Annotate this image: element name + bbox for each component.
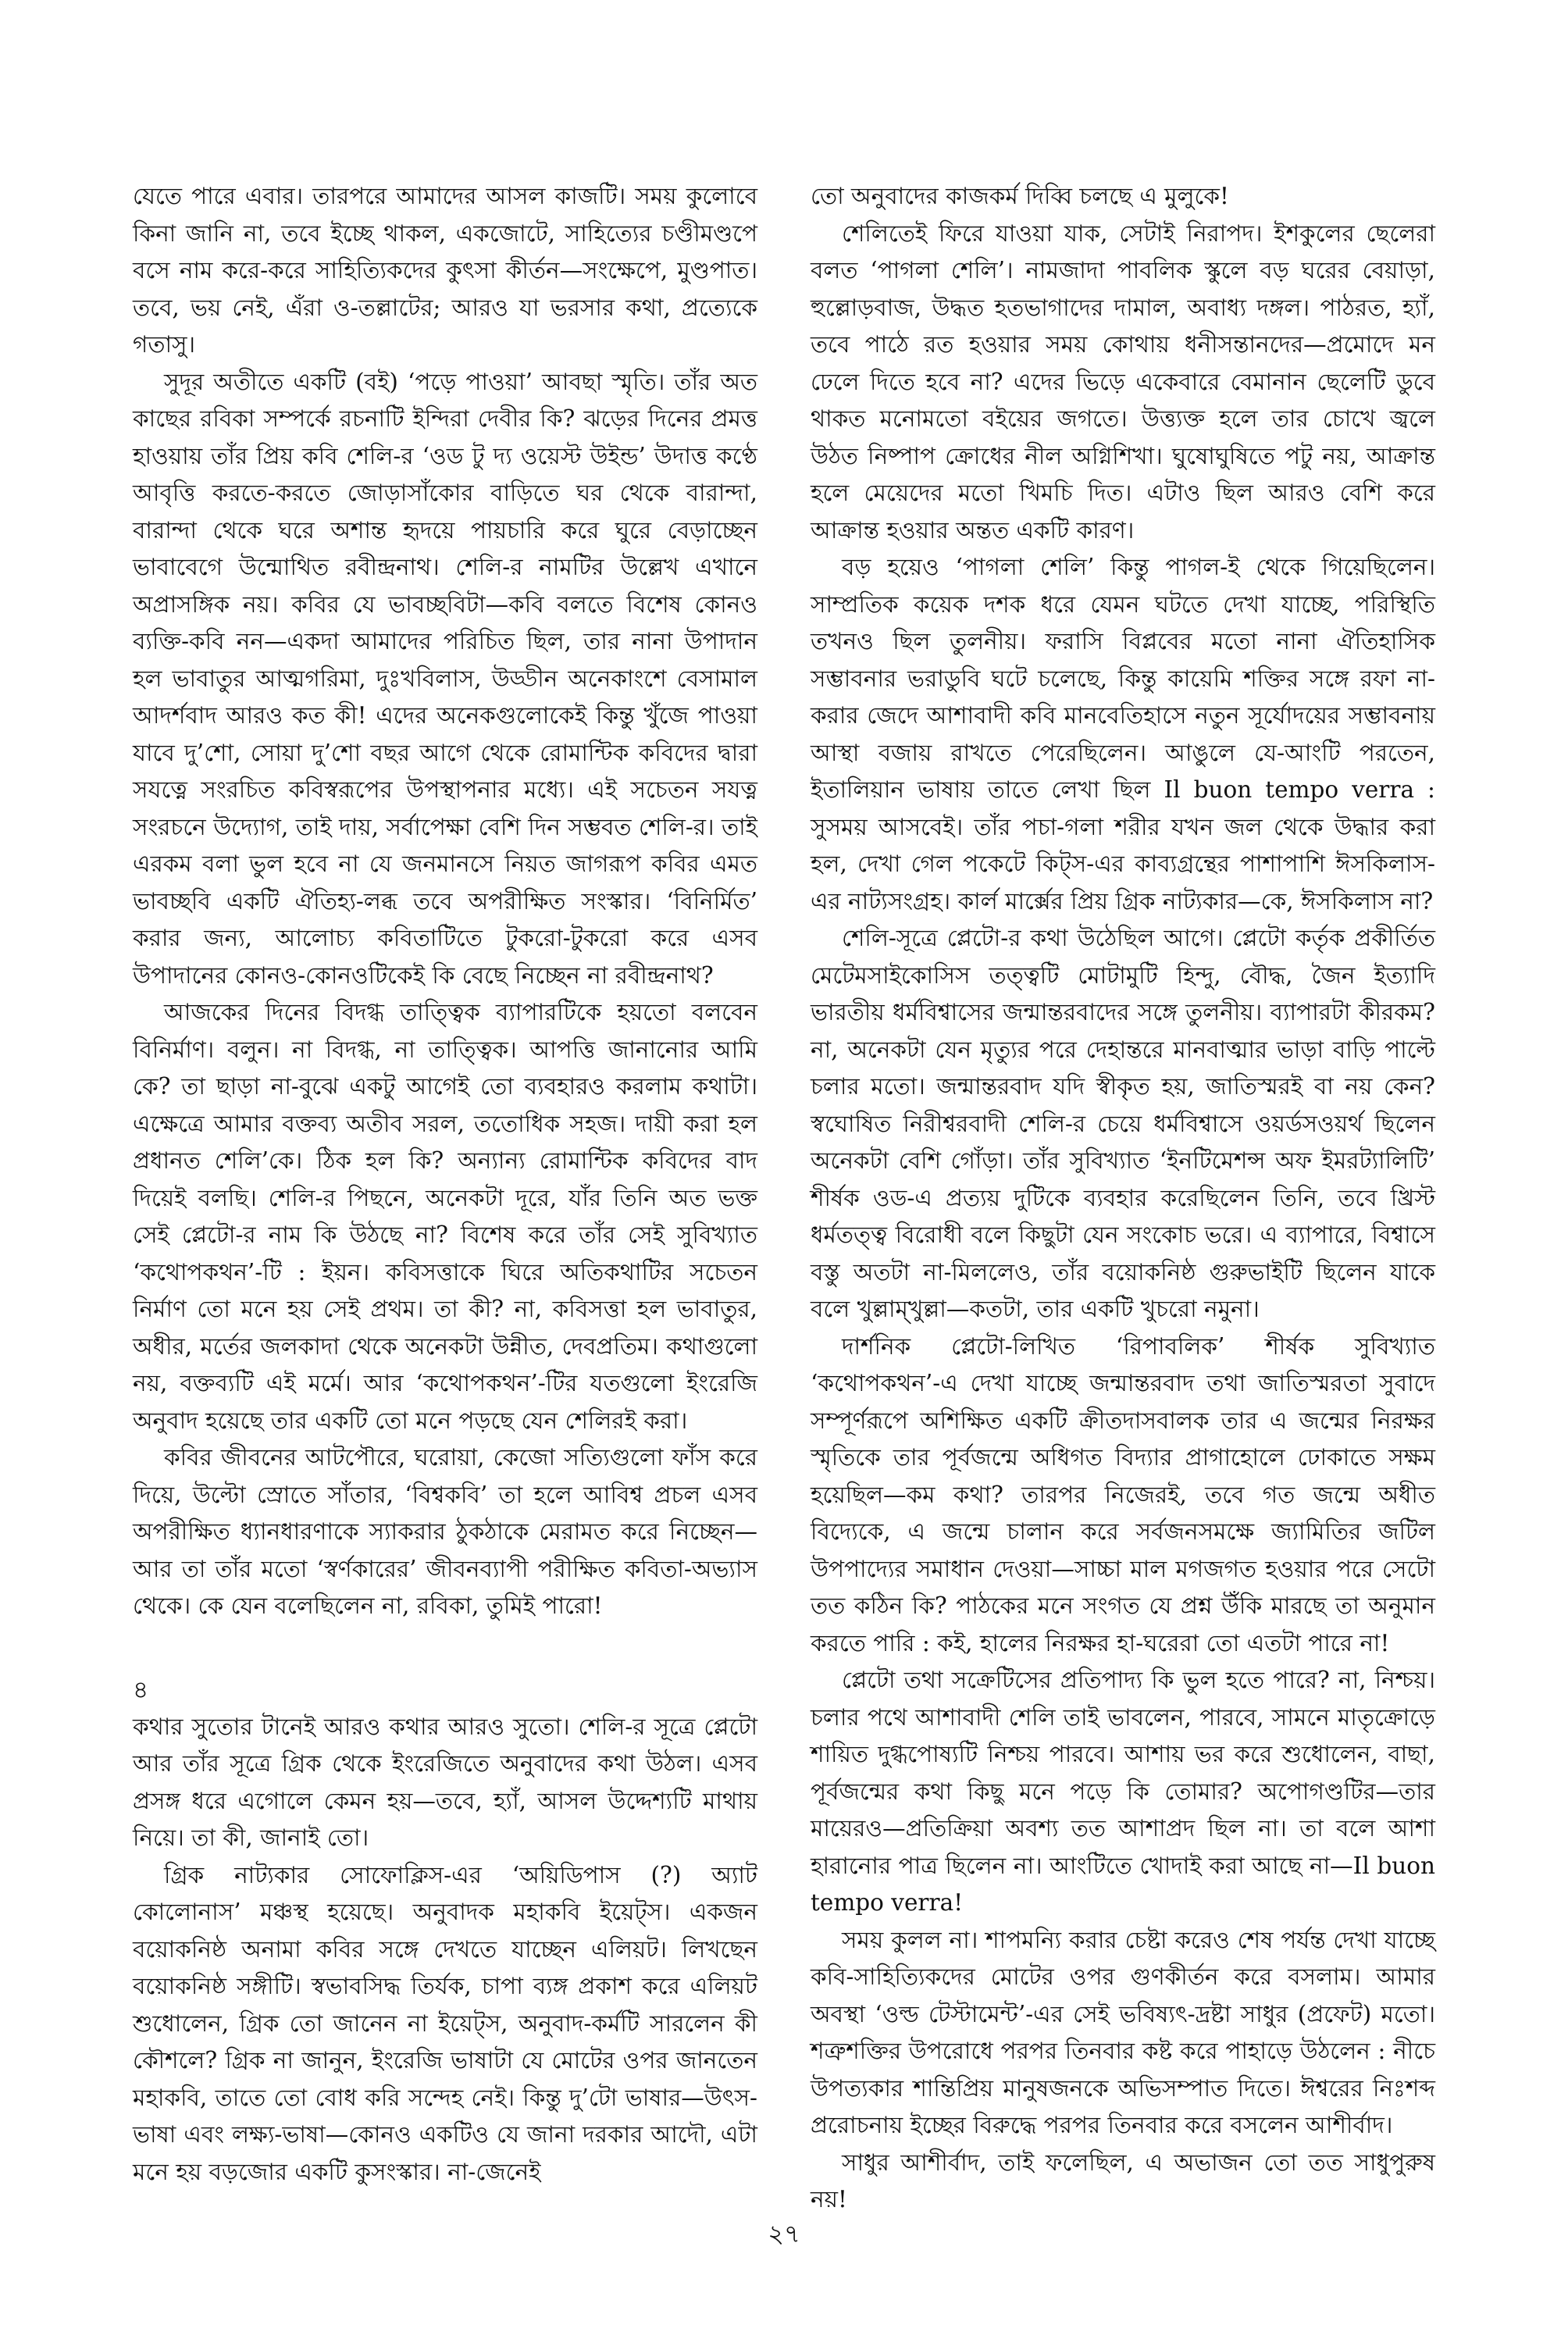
section-number: ৪ [133, 1675, 149, 1704]
paragraph: প্লেটো তথা সক্রেটিসের প্রতিপাদ্য কি ভুল হতে পারে? না, নিশ্চয়। চলার পথে আশাবাদী শেলি তাই ভাবলেন, পারবে, সামনে মাতৃক্রোড়ে শায়িত দুগ্ধপোষ্যটি নিশ্চয় পারবে। আশায় ভর করে শুধোলেন, বাছা, পূর্বজন্মের কথা কিছু মনে পড়ে কি তোমার? অপোগণ্ডটির—তার মায়েরও—প্রতিক্রিয়া অবশ্য তত আশাপ্রদ ছিল না। তা বলে আশা হারানোর পাত্র ছিলেন না। আংটিতে খোদাই করা আছে না—Il buon tempo verra! [811, 1667, 1435, 1916]
left-paragraph-group-1 [133, 178, 757, 1625]
paragraph: বড় হয়েও ‘পাগলা শেলি’ কিন্তু পাগল-ই থেকে গিয়েছিলেন। সাম্প্রতিক কয়েক দশক ধরে যেমন ঘটতে দেখা যাচ্ছে, পরিস্থিতি তখনও ছিল তুলনীয়। ফরাসি বিপ্লবের মতো নানা ঐতিহাসিক সম্ভাবনার ভরাডুবি ঘটে চলেছে, কিন্তু কায়েমি শক্তির সঙ্গে রফা না-করার জেদে আশাবাদী কবি মানবেতিহাসে নতুন সূর্যোদয়ের সম্ভাবনায় আস্থা বজায় রাখতে পেরেছিলেন। আঙুলে যে-আংটি পরতেন, ইতালিয়ান ভাষায় তাতে লেখা ছিল Il buon tempo verra : সুসময় আসবেই। তাঁর পচা-গলা শরীর যখন জল থেকে উদ্ধার করা হল, দেখা গেল পকেটে কিট্স-এর কাব্যগ্রন্থের পাশাপাশি ঈসকিলাস-এর নাট্যসংগ্রহ। কার্ল মার্ক্সের প্রিয় গ্রিক নাট্যকার—কে, ঈসকিলাস না? [811, 554, 1435, 915]
left-paragraph-group-2 [133, 1709, 757, 2191]
right-paragraph-group [811, 178, 1435, 2219]
page-number: ২৭ [768, 2219, 800, 2248]
right-column [811, 178, 1435, 2219]
paragraph: দার্শনিক প্লেটো-লিখিত ‘রিপাবলিক’ শীর্ষক সুবিখ্যাত ‘কথোপকথন’-এ দেখা যাচ্ছে জন্মান্তরবাদ তথা জাতিস্মরতা সুবাদে সম্পূর্ণরূপে অশিক্ষিত একটি ক্রীতদাসবালক তার এ জন্মের নিরক্ষর স্মৃতিকে তার পূর্বজন্মে অধিগত বিদ্যার প্রাগাহোলে ঢোকাতে সক্ষম হয়েছিল—কম কথা? তারপর নিজেরই, তবে গত জন্মে অধীত বিদ্যেকে, এ জন্মে চালান করে সর্বজনসমক্ষে জ্যামিতির জটিল উপপাদ্যের সমাধান দেওয়া—সাচ্চা মাল মগজগত হওয়ার পরে সেটো তত কঠিন কি? পাঠকের মনে সংগত যে প্রশ্ন উঁকি মারছে তা অনুমান করতে পারি : কই, হালের নিরক্ষর হা-ঘরেরা তো এতটা পারে না! [811, 1332, 1435, 1656]
paragraph: গ্রিক নাট্যকার সোফোক্লিস-এর ‘অয়িডিপাস (?) অ্যাট কোলোনাস’ মঞ্চস্থ হয়েছে। অনুবাদক মহাকবি ইয়েট্স। একজন বয়োকনিষ্ঠ অনামা কবির সঙ্গে দেখতে যাচ্ছেন এলিয়ট। লিখছেন বয়োকনিষ্ঠ সঙ্গীটি। স্বভাবসিদ্ধ তির্যক, চাপা ব্যঙ্গ প্রকাশ করে এলিয়ট শুধোলেন, গ্রিক তো জানেন না ইয়েট্স, অনুবাদ-কর্মটি সারলেন কী কৌশলে? গ্রিক না জানুন, ইংরেজি ভাষাটা যে মোটের ওপর জানতেন মহাকবি, তাতে তো বোধ করি সন্দেহ নেই। কিন্তু দু’টো ভাষার—উৎস-ভাষা এবং লক্ষ্য-ভাষা—কোনও একটিও যে জানা দরকার আদৌ, এটা মনে হয় বড়জোর একটি কুসংস্কার। না-জেনেই [133, 1861, 757, 2185]
paragraph: শেলি-সূত্রে প্লেটো-র কথা উঠেছিল আগে। প্লেটো কর্তৃক প্রকীর্তিত মেটেমসাইকোসিস তত্ত্বটি মোটামুটি হিন্দু, বৌদ্ধ, জৈন ইত্যাদি ভারতীয় ধর্মবিশ্বাসের জন্মান্তরবাদের সঙ্গে তুলনীয়। ব্যাপারটা কীরকম? না, অনেকটা যেন মৃত্যুর পরে দেহান্তরে মানবাত্মার ভাড়া বাড়ি পাল্টে চলার মতো। জন্মান্তরবাদ যদি স্বীকৃত হয়, জাতিস্মরই বা নয় কেন? স্বঘোষিত নিরীশ্বরবাদী শেলি-র চেয়ে ধর্মবিশ্বাসে ওয়র্ডসওয়র্থ ছিলেন অনেকটা বেশি গোঁড়া। তাঁর সুবিখ্যাত ‘ইনটিমেশন্স অফ ইমরট্যালিটি’ শীর্ষক ওড-এ প্রত্যয় দুটিকে ব্যবহার করেছিলেন তিনি, তবে খ্রিস্ট ধর্মতত্ত্ব বিরোধী বলে কিছুটা যেন সংকোচ ভরে। এ ব্যাপারে, বিশ্বাসে বস্তু অতটা না-মিললেও, তাঁর বয়োকনিষ্ঠ গুরুভাইটি ছিলেন যাকে বলে খুল্লাম্খুল্লা—কতটা, তার একটি খুচরো নমুনা। [811, 925, 1435, 1322]
paragraph: সাধুর আশীর্বাদ, তাই ফলেছিল, এ অভাজন তো তত সাধুপুরুষ নয়! [811, 2149, 1435, 2213]
paragraph: সুদূর অতীতে একটি (বই) ‘পড়ে পাওয়া’ আবছা স্মৃতি। তাঁর অত কাছের রবিকা সম্পর্কে রচনাটি ইন্দিরা দেবীর কি? ঝড়ের দিনের প্রমত্ত হাওয়ায় তাঁর প্রিয় কবি শেলি-র ‘ওড টু দ্য ওয়েস্ট উইন্ড’ উদাত্ত কণ্ঠে আবৃত্তি করতে-করতে জোড়াসাঁকোর বাড়িতে ঘর থেকে বারান্দা, বারান্দা থেকে ঘরে অশান্ত হৃদয়ে পায়চারি করে ঘুরে বেড়াচ্ছেন ভাবাবেগে উন্মোথিত রবীন্দ্রনাথ। শেলি-র নামটির উল্লেখ এখানে অপ্রাসঙ্গিক নয়। কবির যে ভাবচ্ছবিটা—কবি বলতে বিশেষ কোনও ব্যক্তি-কবি নন—একদা আমাদের পরিচিত ছিল, তার নানা উপাদান হল ভাবাতুর আত্মগরিমা, দুঃখবিলাস, উড্ডীন অনেকাংশে বেসামাল আদর্শবাদ আরও কত কী! এদের অনেকগুলোকেই কিন্তু খুঁজে পাওয়া যাবে দু’শো, সোয়া দু’শো বছর আগে থেকে রোমান্টিক কবিদের দ্বারা সযত্নে সংরচিত কবিস্বরূপের উপস্থাপনার মধ্যে। এই সচেতন সযত্ন সংরচনে উদ্যোগ, তাই দায়, সর্বাপেক্ষা বেশি দিন সম্ভবত শেলি-র। তাই এরকম বলা ভুল হবে না যে জনমানসে নিয়ত জাগরূপ কবির এমত ভাবচ্ছবি একটি ঐতিহ্য-লব্ধ তবে অপরীক্ষিত সংস্কার। ‘বিনির্মিত’ করার জন্য, আলোচ্য কবিতাটিতে টুকরো-টুকরো করে এসব উপাদানের কোনও-কোনওটিকেই কি বেছে নিচ্ছেন না রবীন্দ্রনাথ? [133, 368, 757, 989]
paragraph: যেতে পারে এবার। তারপরে আমাদের আসল কাজটি। সময় কুলোবে কিনা জানি না, তবে ইচ্ছে থাকল, একজোটে, সাহিত্যের চণ্ডীমণ্ডপে বসে নাম করে-করে সাহিত্যিকদের কুৎসা কীর্তন—সংক্ষেপে, মুণ্ডপাত। তবে, ভয় নেই, এঁরা ও-তল্লাটের; আরও যা ভরসার কথা, প্রত্যেকে গতাসু। [133, 183, 757, 358]
paragraph: কবির জীবনের আটপৌরে, ঘরোয়া, কেজো সত্যিগুলো ফাঁস করে দিয়ে, উল্টো স্রোতে সাঁতার, ‘বিশ্বকবি’ তা হলে আবিশ্ব প্রচল এসব অপরীক্ষিত ধ্যানধারণাকে স্যাকরার ঠুকঠাকে মেরামত করে নিচ্ছেন—আর তা তাঁর মতো ‘স্বর্ণকারের’ জীবনব্যাপী পরীক্ষিত কবিতা-অভ্যাস থেকে। কে যেন বলেছিলেন না, রবিকা, তুমিই পারো! [133, 1444, 757, 1619]
paragraph: কথার সুতোর টানেই আরও কথার আরও সুতো। শেলি-র সূত্রে প্লেটো আর তাঁর সূত্রে গ্রিক থেকে ইংরেজিতে অনুবাদের কথা উঠল। এসব প্রসঙ্গ ধরে এগোলে কেমন হয়—তবে, হ্যাঁ, আসল উদ্দেশ্যটি মাথায় নিয়ে। তা কী, জানাই তো। [133, 1713, 757, 1851]
left-column [133, 178, 757, 2191]
paragraph: সময় কুলল না। শাপমন্যি করার চেষ্টা করেও শেষ পর্যন্ত দেখা যাচ্ছে কবি-সাহিত্যিকদের মোটের ওপর গুণকীর্তন করে বসলাম। আমার অবস্থা ‘ওল্ড টেস্টামেন্ট’-এর সেই ভবিষ্যৎ-দ্রষ্টা সাধুর (প্রফেট) মতো। শত্রুশক্তির উপরোধে পরপর তিনবার কষ্ট করে পাহাড়ে উঠলেন : নীচে উপত্যকার শান্তিপ্রিয় মানুষজনকে অভিসম্পাত দিতে। ঈশ্বরের নিঃশব্দ প্ররোচনায় ইচ্ছের বিরুদ্ধে পরপর তিনবার করে বসলেন আশীর্বাদ। [811, 1926, 1435, 2138]
paragraph: আজকের দিনের বিদগ্ধ তাত্ত্বিক ব্যাপারটিকে হয়তো বলবেন বিনির্মাণ। বলুন। না বিদগ্ধ, না তাত্ত্বিক। আপত্তি জানানোর আমি কে? তা ছাড়া না-বুঝে একটু আগেই তো ব্যবহারও করলাম কথাটা। এক্ষেত্রে আমার বক্তব্য অতীব সরল, ততোধিক সহজ। দায়ী করা হল প্রধানত শেলি’কে। ঠিক হল কি? অন্যান্য রোমান্টিক কবিদের বাদ দিয়েই বলছি। শেলি-র পিছনে, অনেকটা দূরে, যাঁর তিনি অত ভক্ত সেই প্লেটো-র নাম কি উঠছে না? বিশেষ করে তাঁর সেই সুবিখ্যাত ‘কথোপকথন’-টি : ইয়ন। কবিসত্তাকে ঘিরে অতিকথাটির সচেতন নির্মাণ তো মনে হয় সেই প্রথম। তা কী? না, কবিসত্তা হল ভাবাতুর, অধীর, মর্তের জলকাদা থেকে অনেকটা উন্নীত, দেবপ্রতিম। কথাগুলো নয়, বক্তব্যটি এই মর্মে। আর ‘কথোপকথন’-টির যতগুলো ইংরেজি অনুবাদ হয়েছে তার একটি তো মনে পড়ছে যেন শেলিরই করা। [133, 999, 757, 1434]
paragraph: তো অনুবাদের কাজকর্ম দিব্বি চলছে এ মুলুকে! [811, 183, 1229, 209]
paragraph: শেলিতেই ফিরে যাওয়া যাক, সেটাই নিরাপদ। ইশকুলের ছেলেরা বলত ‘পাগলা শেলি’। নামজাদা পাবলিক স্কুলে বড় ঘরের বেয়াড়া, হুল্লোড়বাজ, উদ্ধত হতভাগাদের দামাল, অবাধ্য দঙ্গল। পাঠরত, হ্যাঁ, তবে পাঠে রত হওয়ার সময় কোথায় ধনীসন্তানদের—প্রমোদে মন ঢেলে দিতে হবে না? এদের ভিড়ে একেবারে বেমানান ছেলেটি ডুবে থাকত মনোমতো বইয়ের জগতে। উত্ত্যক্ত হলে তার চোখে জ্বলে উঠত নিষ্পাপ ক্রোধের নীল অগ্নিশিখা। ঘুষোঘুষিতে পটু নয়, আক্রান্ত হলে মেয়েদের মতো খিমচি দিত। এটাও ছিল আরও বেশি করে আক্রান্ত হওয়ার অন্তত একটি কারণ। [811, 219, 1435, 544]
